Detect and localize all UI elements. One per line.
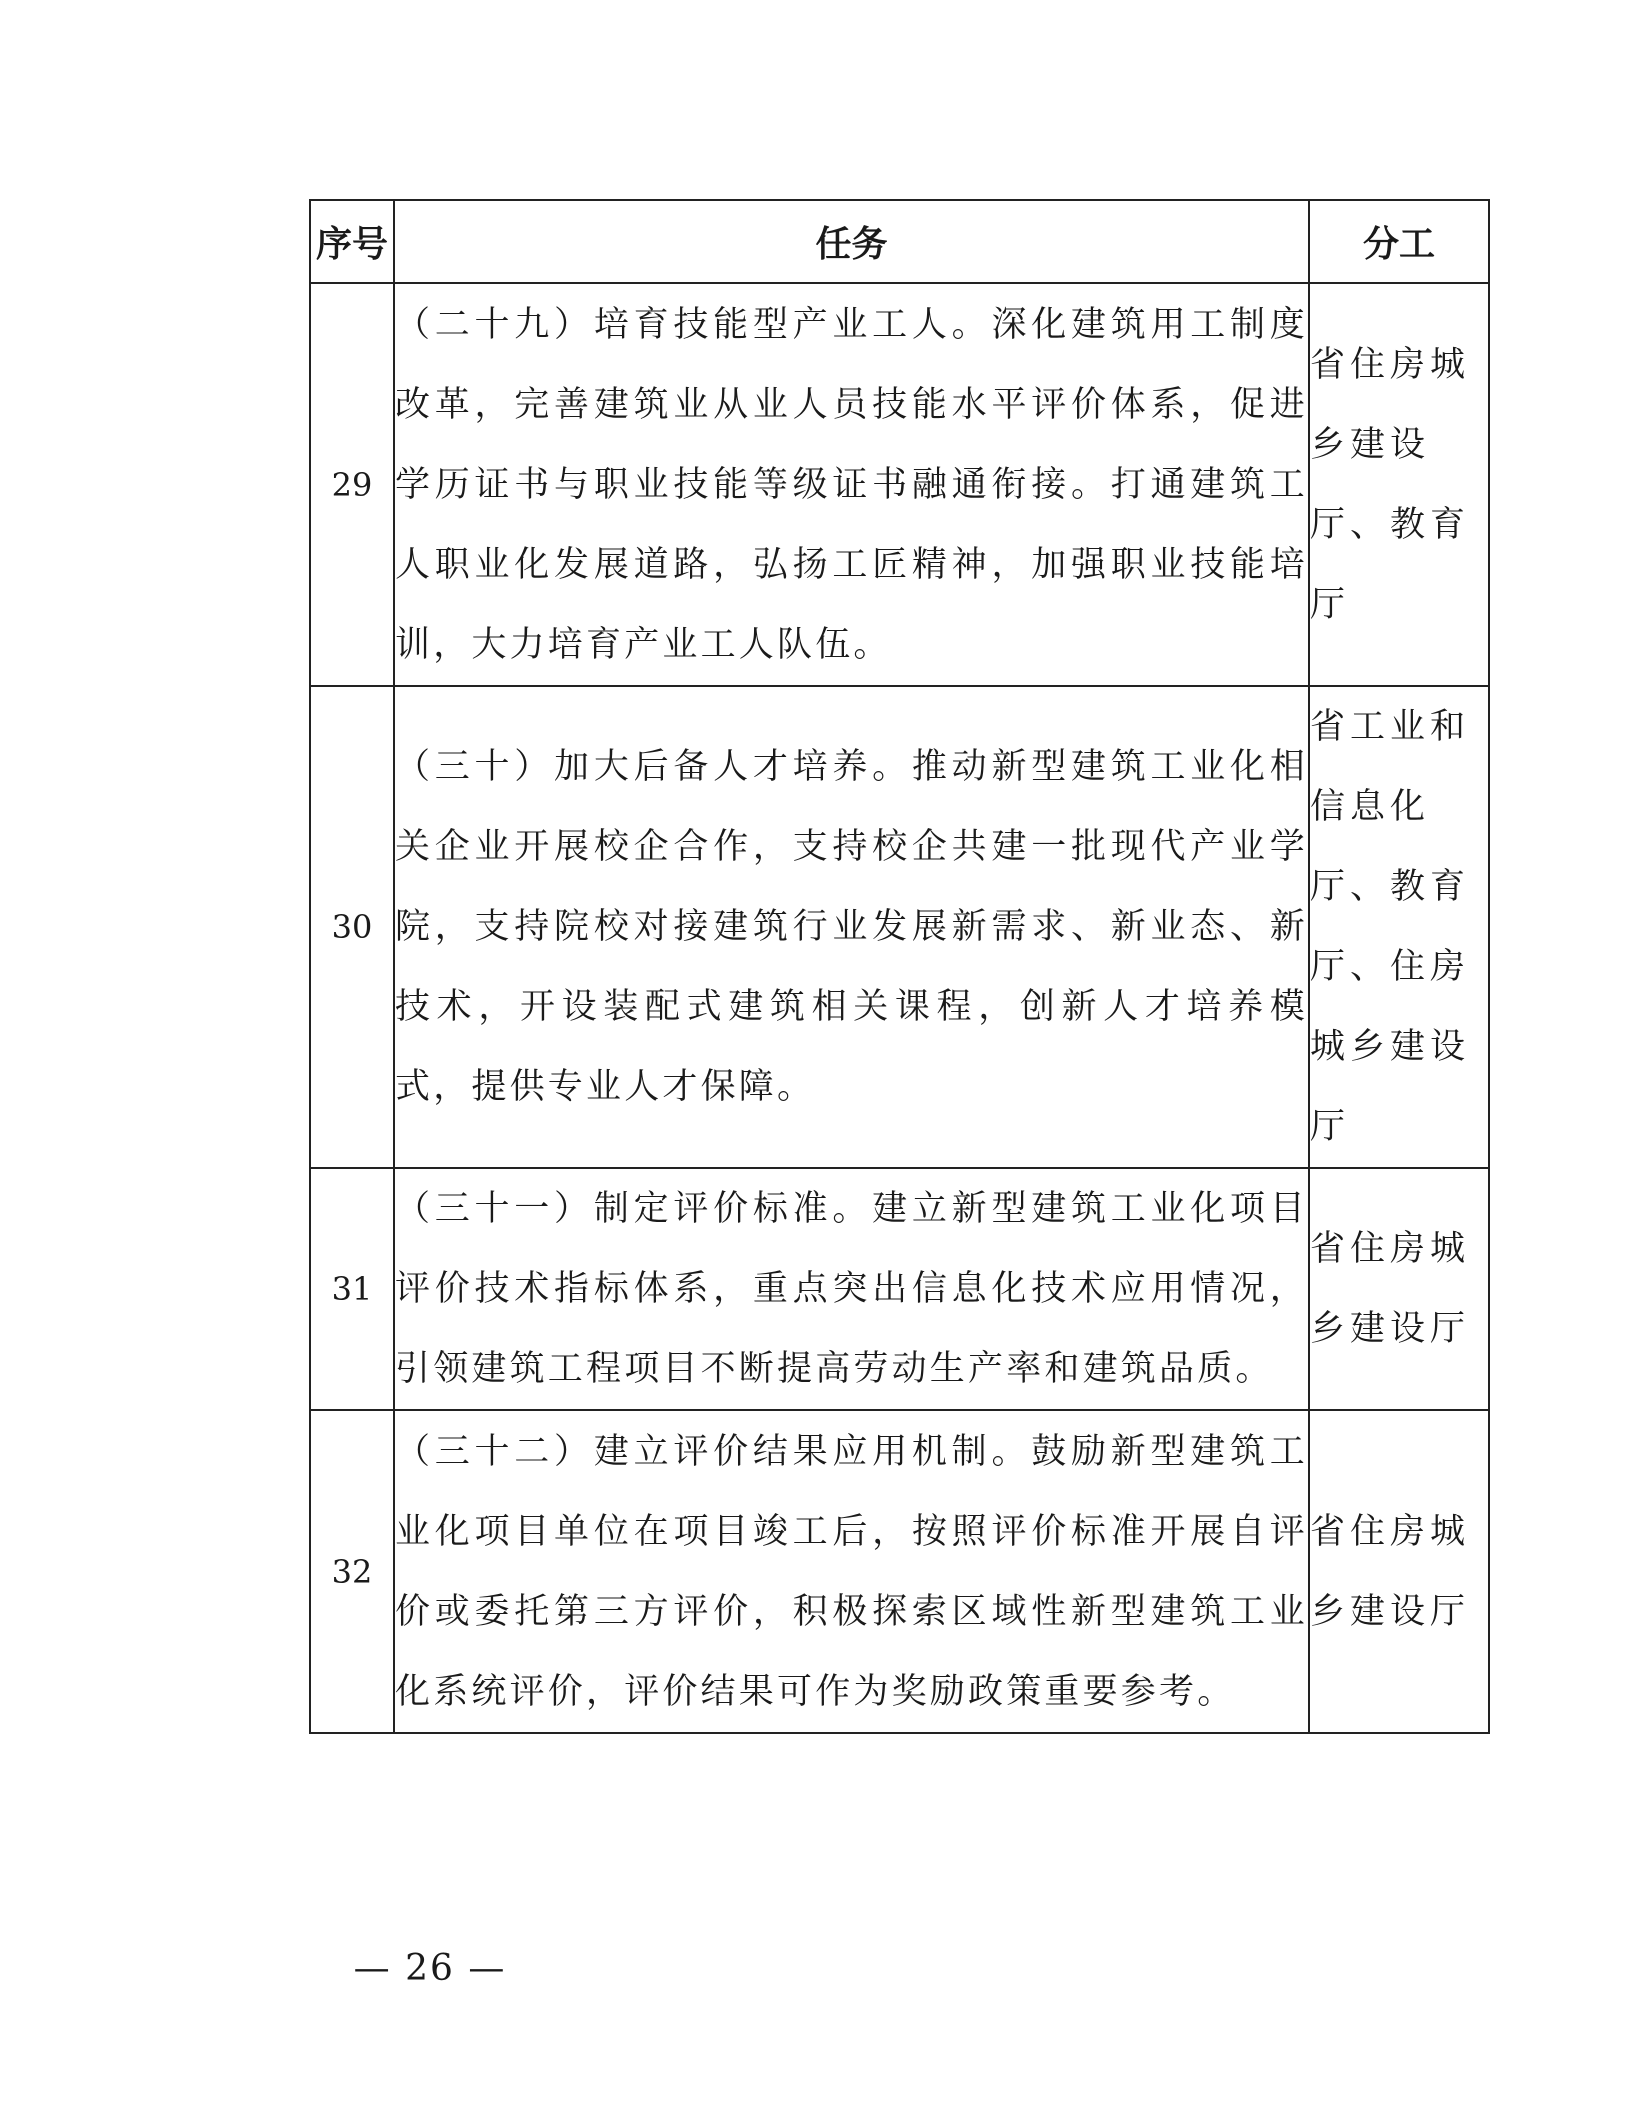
page-number: — 26 — [353,1948,507,1989]
header-task: 任务 [394,200,1309,283]
header-number: 序号 [310,200,394,283]
table-row [310,1168,1489,1410]
table-header-row [310,200,1489,283]
row-number: 32 [310,1410,394,1733]
row-division: 省住房城乡建设厅 [1309,1410,1489,1733]
row-task: （三十一）制定评价标准。建立新型建筑工业化项目评价技术指标体系，重点突出信息化技术应用情况，引领建筑工程项目不断提高劳动生产率和建筑品质。 [394,1168,1309,1410]
row-division: 省工业和信息化厅、教育厅、住房城乡建设厅 [1309,686,1489,1168]
header-division: 分工 [1309,200,1489,283]
row-division: 省住房城乡建设厅、教育厅 [1309,283,1489,686]
row-task: （二十九）培育技能型产业工人。深化建筑用工制度改革，完善建筑业从业人员技能水平评价体系，促进学历证书与职业技能等级证书融通衔接。打通建筑工人职业化发展道路，弘扬工匠精神，加强职业技能培训，大力培育产业工人队伍。 [394,283,1309,686]
row-number: 30 [310,686,394,1168]
row-division: 省住房城乡建设厅 [1309,1168,1489,1410]
table-row [310,686,1489,1168]
table-row [310,1410,1489,1733]
row-number: 31 [310,1168,394,1410]
row-number: 29 [310,283,394,686]
task-table [309,199,1490,1734]
table-row [310,283,1489,686]
row-task: （三十二）建立评价结果应用机制。鼓励新型建筑工业化项目单位在项目竣工后，按照评价标准开展自评价或委托第三方评价，积极探索区域性新型建筑工业化系统评价，评价结果可作为奖励政策重要参考。 [394,1410,1309,1733]
row-task: （三十）加大后备人才培养。推动新型建筑工业化相关企业开展校企合作，支持校企共建一批现代产业学院，支持院校对接建筑行业发展新需求、新业态、新技术，开设装配式建筑相关课程，创新人才培养模式，提供专业人才保障。 [394,686,1309,1168]
